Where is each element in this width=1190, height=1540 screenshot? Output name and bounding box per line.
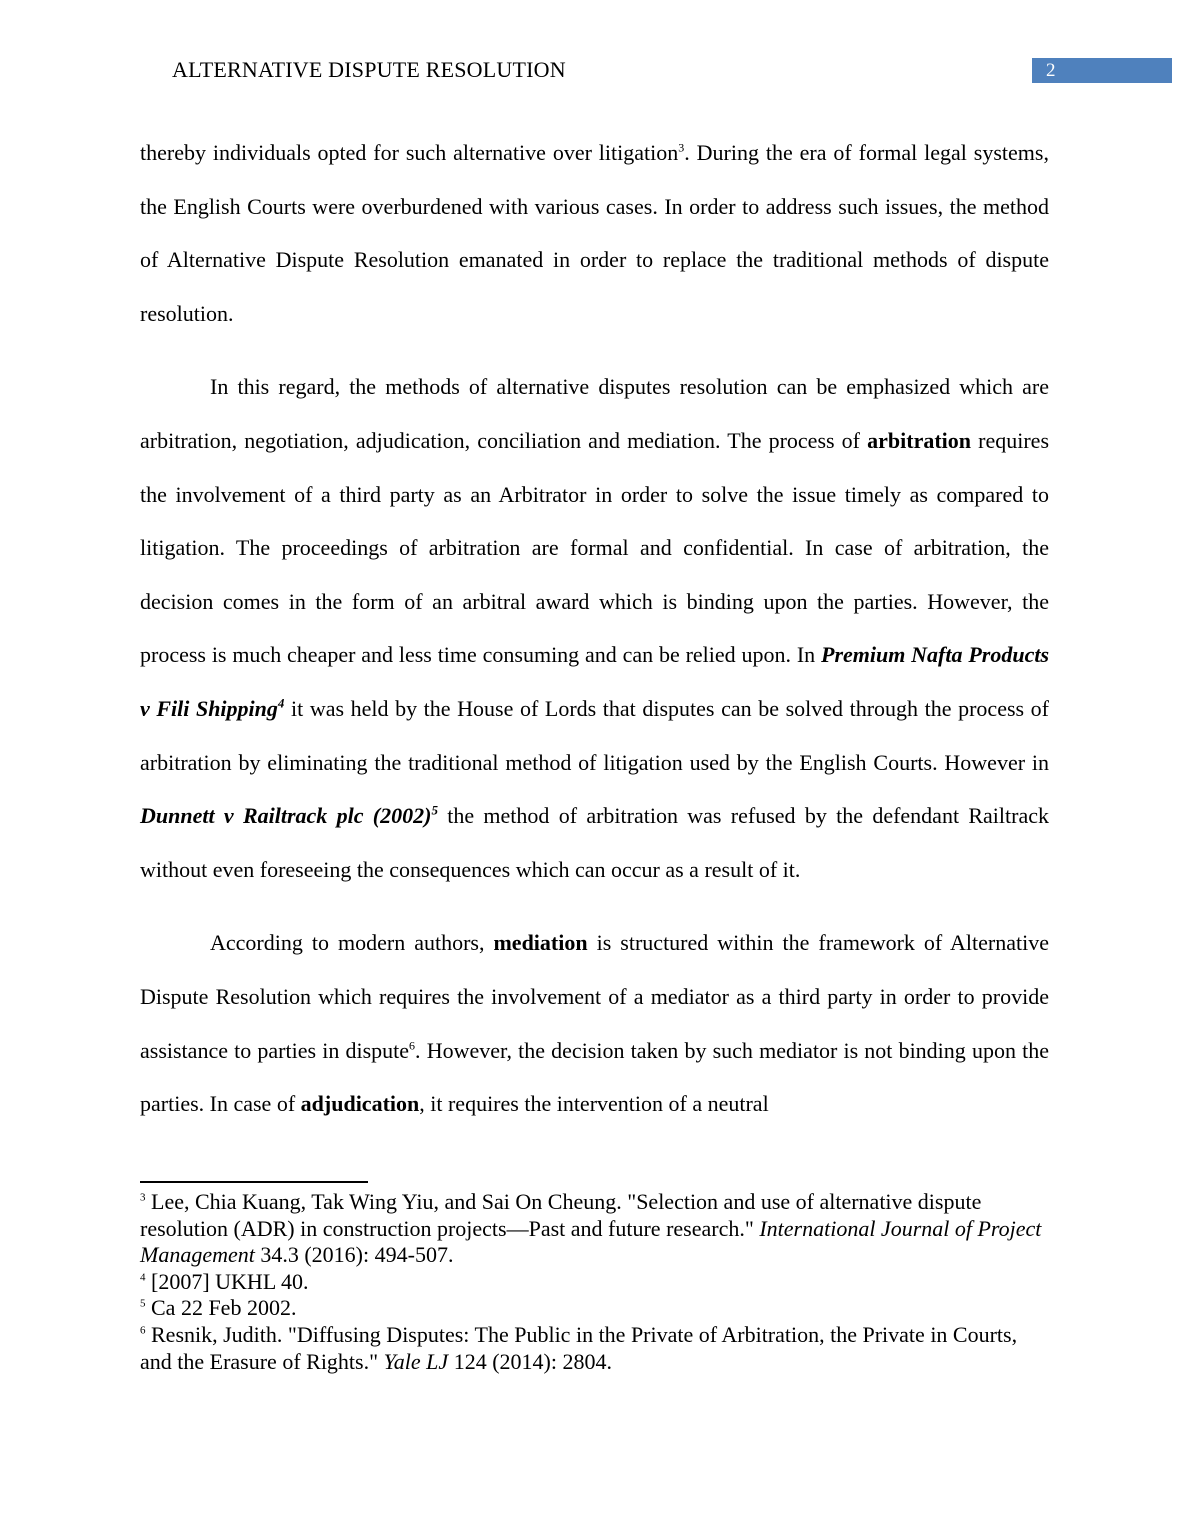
footnote-6: $^6$ Resnik, Judith. "Diffusing Disputes: The Public in the Private of Arbitration, the Private in Courts, and the Erasure of Rights." Yale LJ 124 (2014): 2804.: [140, 1321, 1018, 1374]
term-mediation: mediation: [493, 930, 588, 956]
case-dunnett: Dunnett v Railtrack plc $(2002)^5$: [140, 802, 438, 829]
paragraph-1: thereby individuals opted for such alternative over litigation$^3$. During the era of formal legal systems, the English Courts were overburdened with various cases. In order to address such issues, the method of Alternative Dispute Resolution emanated in order to replace the traditional methods of dispute resolution.: [140, 140, 1049, 326]
footnote-separator: [140, 1181, 368, 1183]
footnote-5: $^5$ Ca 22 Feb 2002.: [140, 1295, 297, 1321]
running-header-title: ALTERNATIVE DISPUTE RESOLUTION: [172, 57, 566, 82]
footnote-ref-4[interactable]: 4: [277, 695, 285, 711]
case-premium-nafta: Premium Nafta Products v Fili Shipping$^4$: [140, 642, 1050, 721]
footnote-ref-3[interactable]: 3: [678, 140, 685, 155]
paragraph-3: According to modern authors, mediation is structured within the framework of Alternative Dispute Resolution which requires the involvement of a mediator as a third party in order to provide assistance to parties in dispute$^6$. However, the decision taken by such mediator is not binding upon the parties. In case of adjudication, it requires the intervention of a neutral: [140, 930, 1049, 1117]
footnote-3: $^3$ Lee, Chia Kuang, Tak Wing Yiu, and Sai On Cheung. "Selection and use of alternative dispute resolution (ADR) in construction projects—Past and future research." International Journal of Project Management 34.3 (2016): 494-507.: [140, 1189, 1042, 1268]
term-arbitration: arbitration: [867, 427, 972, 453]
page-number-badge: 2: [1032, 58, 1172, 83]
journal-title: Yale LJ: [383, 1348, 449, 1374]
footnote-ref-6[interactable]: 6: [409, 1038, 416, 1053]
footnote-ref-5[interactable]: 5: [431, 802, 438, 818]
paragraph-2: In this regard, the methods of alternative disputes resolution can be emphasized which are arbitration, negotiation, adjudication, conciliation and mediation. The process of arbitration requires the involvement of a third party as an Arbitrator in order to solve the issue timely as compared to litigation. The proceedings of arbitration are formal and confidential. In case of arbitration, the decision comes in the form of an arbitral award which is binding upon the parties. However, the process is much cheaper and less time consuming and can be relied upon. In Premium Nafta Products v Fili Shipping$^4$ it was held by the House of Lords that disputes can be solved through the process of arbitration by eliminating the traditional method of litigation used by the English Courts. However in Dunnett v Railtrack plc $(2002)^5$ the method of arbitration was refused by the defendant Railtrack without even foreseeing the consequences which can occur as a result of it.: [140, 374, 1050, 882]
main-body: [140, 126, 1049, 1151]
journal-title: International Journal of Project Management: [140, 1215, 1042, 1268]
footnotes-section: [140, 1189, 1050, 1375]
footnote-4: $^4$ [2007] UKHL 40.: [140, 1268, 309, 1294]
term-adjudication: adjudication: [300, 1091, 420, 1117]
